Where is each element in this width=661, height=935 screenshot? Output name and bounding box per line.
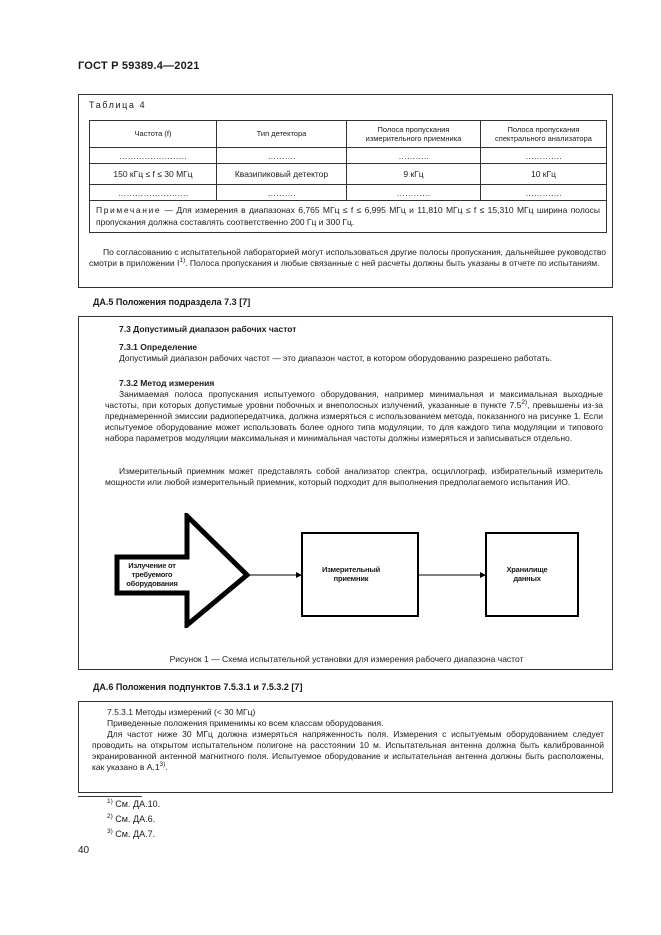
table4-after-paragraph bbox=[89, 247, 606, 269]
col-header-analyzer-bw: Полоса пропускания спектрального анализатора bbox=[481, 121, 607, 148]
table4-note bbox=[90, 201, 607, 233]
footnote-text: См. ДА.10. bbox=[115, 799, 161, 809]
col-header-frequency: Частота (f) bbox=[90, 121, 217, 148]
h-7-3-1: 7.3.1 Определение bbox=[119, 342, 198, 352]
storage-label: Хранилище данных bbox=[506, 565, 548, 583]
arrow-label: Излучение от требуемого оборудования bbox=[126, 561, 178, 588]
paragraph-text: . Полоса пропускания и любые связанные с ней расчеты должны быть указаны в отчете по испытаниям. bbox=[185, 258, 600, 268]
p-7-3-1: Допустимый диапазон рабочих частот — это диапазон частот, в котором оборудованию разрешено работать. bbox=[119, 353, 553, 363]
note-label: Примечание bbox=[96, 205, 162, 215]
figure1-caption: Рисунок 1 — Схема испытательной установки для измерения рабочего диапазона частот bbox=[169, 654, 524, 664]
footnote-num: 1) bbox=[107, 798, 113, 805]
footnote-ref: 2) bbox=[521, 399, 528, 407]
table4 bbox=[89, 120, 607, 233]
paragraph-text: По согласованию с испытательной лабораторией могут использоваться другие полосы пропускания, дальнейшее руководство смотри в приложении I bbox=[89, 247, 606, 268]
col-header-receiver-bw: Полоса пропускания измерительного приемника bbox=[347, 121, 481, 148]
paragraph-text: . bbox=[165, 762, 168, 772]
footnote-1 bbox=[107, 799, 160, 809]
col-header-detector: Тип детектора bbox=[217, 121, 347, 148]
p-da6-1: Приведенные положения применимы ко всем классам оборудования. bbox=[107, 718, 384, 728]
footnote-num: 2) bbox=[107, 813, 113, 820]
h-7-5-3-1: 7.5.3.1 Методы измерений (< 30 МГц) bbox=[107, 707, 256, 717]
section-da5-heading: ДА.5 Положения подраздела 7.3 [7] bbox=[93, 297, 251, 307]
table-cell: ………. bbox=[217, 148, 347, 164]
footnote-text: См. ДА.7. bbox=[115, 829, 156, 839]
footnote-divider bbox=[78, 796, 142, 797]
footnote-num: 3) bbox=[107, 828, 113, 835]
table-row bbox=[90, 164, 607, 185]
table-cell: …………………… bbox=[90, 148, 217, 164]
table-row bbox=[90, 148, 607, 164]
footnote-ref: 1) bbox=[179, 257, 186, 265]
table-cell: 150 кГц ≤ f ≤ 30 МГц bbox=[90, 164, 217, 185]
table-cell: …………. bbox=[481, 148, 607, 164]
section-da6-heading: ДА.6 Положения подпунктов 7.5.3.1 и 7.5.3.2 [7] bbox=[93, 682, 303, 692]
table-cell: ……………………. bbox=[90, 185, 217, 201]
table-cell: ………. bbox=[217, 185, 347, 201]
section-da5-frame bbox=[78, 316, 613, 670]
table-cell: …………. bbox=[481, 185, 607, 201]
table-row bbox=[90, 185, 607, 201]
footnote-ref: 3) bbox=[159, 761, 166, 769]
page-number: 40 bbox=[78, 845, 90, 856]
footnote-text: См. ДА.6. bbox=[115, 814, 156, 824]
table-cell: 9 кГц bbox=[347, 164, 481, 185]
document-header: ГОСТ Р 59389.4—2021 bbox=[78, 60, 200, 72]
table-cell: Квазипиковый детектор bbox=[217, 164, 347, 185]
table4-frame bbox=[78, 94, 613, 288]
h-7-3-2: 7.3.2 Метод измерения bbox=[119, 378, 215, 388]
paragraph-text: , превышены из-за преднамеренной эмиссии радиопередатчика, должна измеряться с использованием метода, показанного на рисунке 1. Если испытуемое оборудование может использовать более одного типа модуляции, то для каждого типа модуляции и типового набора параметров модуляции максимальная и минимальная частоты должны измеряться и записываться отдельно. bbox=[105, 400, 604, 443]
paragraph-text: Для частот ниже 30 МГц должна измеряться напряженность поля. Измерения с испытуемым оборудованием следует проводить на открытом испытательном полигоне на расстоянии 10 м. Испытательная антенна должна быть калиброванной экранированной антенной магнитного поля. Испытуемое оборудование и испытательная антенна должны быть расположены, как указано в А.1 bbox=[92, 729, 604, 772]
p-da6-2 bbox=[92, 729, 604, 773]
table-cell: ………… bbox=[347, 185, 481, 201]
p-7-3-2c: Измерительный приемник может представлять собой анализатор спектра, осциллограф, избирательный измеритель мощности или любой измерительный приемник, который подходит для выполнения предполагаемого испытания ИО. bbox=[105, 466, 603, 487]
footnote-3 bbox=[107, 829, 155, 839]
table4-header-row bbox=[90, 121, 607, 148]
footnote-2 bbox=[107, 814, 155, 824]
table4-note-row bbox=[90, 201, 607, 233]
receiver-label: Измерительный приемник bbox=[321, 565, 380, 583]
note-text: — Для измерения в диапазонах 6,765 МГц ≤ f ≤ 6,995 МГц и 11,810 МГц ≤ f ≤ 15,310 МГц ширина полосы пропускания должна составлять соответственно 200 Гц и 300 Гц. bbox=[96, 205, 600, 227]
section-da6-frame bbox=[78, 701, 613, 793]
h-7-3: 7.3 Допустимый диапазон рабочих частот bbox=[119, 324, 297, 334]
table-cell: 10 кГц bbox=[481, 164, 607, 185]
paragraph-text: Занимаемая полоса пропускания испытуемого оборудования, например минимальная и максимальная выходные частоты, при которых допустимые уровни побочных и внеполосных излучений, указанные в пункте 7.5 bbox=[105, 389, 603, 410]
table-cell: ……….. bbox=[347, 148, 481, 164]
p-7-3-2a bbox=[105, 389, 603, 444]
table4-caption: Таблица 4 bbox=[89, 100, 147, 110]
